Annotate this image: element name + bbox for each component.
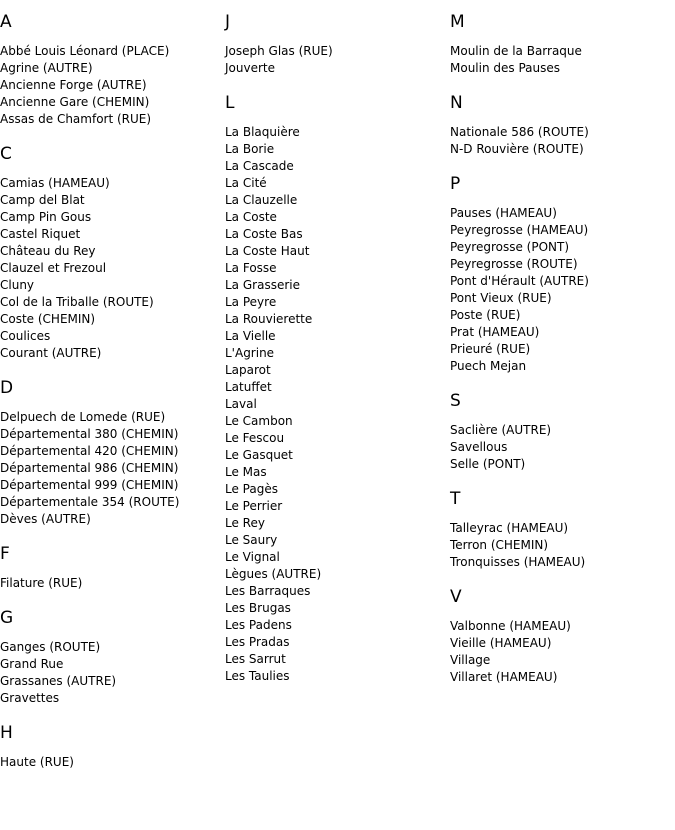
street-item: Cluny [0, 278, 35, 292]
letter-heading: G [0, 608, 14, 628]
street-list [450, 411, 675, 477]
street-item: N-D Rouvière (ROUTE) [450, 142, 584, 156]
letter-heading: V [450, 587, 462, 607]
letter-section [0, 532, 225, 596]
letter-heading: D [0, 378, 14, 398]
letter-section [450, 162, 675, 379]
street-item: Tronquisses (HAMEAU) [450, 555, 586, 569]
letter-section [450, 477, 675, 575]
letter-heading: J [225, 12, 231, 32]
street-item: Latuffet [225, 380, 272, 394]
street-item: Ganges (ROUTE) [0, 640, 101, 654]
street-item: Grassanes (AUTRE) [0, 674, 117, 688]
letter-section [225, 0, 450, 81]
street-item: Peyregrosse (ROUTE) [450, 257, 578, 271]
street-item: Savellous [450, 440, 508, 454]
street-item: Pauses (HAMEAU) [450, 206, 557, 220]
street-item: Nationale 586 (ROUTE) [450, 125, 589, 139]
street-item: Courant (AUTRE) [0, 346, 102, 360]
letter-section [225, 81, 450, 689]
letter-section [0, 0, 225, 132]
street-item: Clauzel et Frezoul [0, 261, 107, 275]
letter-section [450, 575, 675, 690]
letter-heading: L [225, 93, 235, 113]
street-item: Camp Pin Gous [0, 210, 92, 224]
street-item: Les Sarrut [225, 652, 286, 666]
street-item: Le Gasquet [225, 448, 293, 462]
street-item: Le Saury [225, 533, 278, 547]
street-item: Le Rey [225, 516, 265, 530]
street-item: Peyregrosse (HAMEAU) [450, 223, 589, 237]
street-item: Joseph Glas (RUE) [225, 44, 333, 58]
street-item: Les Barraques [225, 584, 311, 598]
street-item: Pont Vieux (RUE) [450, 291, 552, 305]
street-item: Assas de Chamfort (RUE) [0, 112, 152, 126]
street-item: Les Pradas [225, 635, 290, 649]
street-list [0, 398, 225, 532]
street-item: Les Brugas [225, 601, 291, 615]
street-item: Départemental 380 (CHEMIN) [0, 427, 179, 441]
street-item: Gravettes [0, 691, 60, 705]
street-item: L'Agrine [225, 346, 275, 360]
street-item: Village [450, 653, 491, 667]
street-item: Abbé Louis Léonard (PLACE) [0, 44, 170, 58]
street-list [0, 628, 225, 711]
street-item: La Peyre [225, 295, 277, 309]
street-item: Ancienne Forge (AUTRE) [0, 78, 147, 92]
street-list [0, 32, 225, 132]
street-list [0, 564, 225, 596]
column-2 [225, 0, 450, 689]
street-item: La Grasserie [225, 278, 300, 292]
letter-section [450, 379, 675, 477]
street-item: Coulices [0, 329, 51, 343]
street-item: Le Perrier [225, 499, 283, 513]
street-item: Talleyrac (HAMEAU) [450, 521, 569, 535]
letter-section [0, 596, 225, 711]
street-item: La Coste [225, 210, 277, 224]
street-item: Col de la Triballe (ROUTE) [0, 295, 154, 309]
street-item: Départementale 354 (ROUTE) [0, 495, 180, 509]
letter-heading: C [0, 144, 12, 164]
street-item: Le Cambon [225, 414, 293, 428]
street-list [450, 32, 675, 81]
street-item: Prat (HAMEAU) [450, 325, 540, 339]
street-item: Le Vignal [225, 550, 280, 564]
letter-heading: N [450, 93, 463, 113]
street-item: Coste (CHEMIN) [0, 312, 96, 326]
street-item: Dèves (AUTRE) [0, 512, 91, 526]
street-item: La Vielle [225, 329, 276, 343]
street-item: La Clauzelle [225, 193, 298, 207]
street-list [450, 607, 675, 690]
street-item: Ancienne Gare (CHEMIN) [0, 95, 150, 109]
street-item: Filature (RUE) [0, 576, 83, 590]
street-list [225, 32, 450, 81]
street-list [0, 164, 225, 366]
street-item: Peyregrosse (PONT) [450, 240, 570, 254]
letter-section [0, 132, 225, 366]
street-item: Haute (RUE) [0, 755, 74, 769]
street-item: Grand Rue [0, 657, 64, 671]
street-list [450, 509, 675, 575]
letter-section [0, 711, 225, 775]
street-item: Camias (HAMEAU) [0, 176, 110, 190]
letter-heading: H [0, 723, 13, 743]
street-item: Laval [225, 397, 257, 411]
column-3 [450, 0, 675, 690]
street-item: Prieuré (RUE) [450, 342, 531, 356]
street-item: La Cité [225, 176, 267, 190]
letter-heading: A [0, 12, 12, 32]
street-item: Castel Riquet [0, 227, 81, 241]
street-item: Delpuech de Lomede (RUE) [0, 410, 166, 424]
street-item: Pont d'Hérault (AUTRE) [450, 274, 589, 288]
letter-section [450, 81, 675, 162]
letter-heading: S [450, 391, 461, 411]
street-item: Terron (CHEMIN) [450, 538, 549, 552]
street-item: La Cascade [225, 159, 294, 173]
street-item: Départemental 986 (CHEMIN) [0, 461, 179, 475]
street-item: Les Taulies [225, 669, 290, 683]
street-item: Camp del Blat [0, 193, 85, 207]
street-item: Agrine (AUTRE) [0, 61, 93, 75]
street-item: Saclière (AUTRE) [450, 423, 552, 437]
street-item: Selle (PONT) [450, 457, 526, 471]
street-item: Puech Mejan [450, 359, 527, 373]
letter-heading: P [450, 174, 461, 194]
street-item: Jouverte [225, 61, 275, 75]
column-1 [0, 0, 225, 775]
street-list [0, 743, 225, 775]
street-item: Départemental 420 (CHEMIN) [0, 444, 179, 458]
street-item: Moulin de la Barraque [450, 44, 582, 58]
street-item: La Rouvierette [225, 312, 313, 326]
letter-section [0, 366, 225, 532]
street-item: La Blaquière [225, 125, 300, 139]
street-item: Laparot [225, 363, 271, 377]
street-item: La Coste Haut [225, 244, 310, 258]
letter-section [450, 0, 675, 81]
street-item: Villaret (HAMEAU) [450, 670, 558, 684]
street-item: La Coste Bas [225, 227, 303, 241]
street-item: Moulin des Pauses [450, 61, 560, 75]
street-item: Le Fescou [225, 431, 285, 445]
street-item: Poste (RUE) [450, 308, 521, 322]
street-item: La Fosse [225, 261, 277, 275]
street-item: Lègues (AUTRE) [225, 567, 322, 581]
street-item: Le Mas [225, 465, 267, 479]
street-item: Le Pagès [225, 482, 278, 496]
letter-heading: M [450, 12, 465, 32]
street-item: Départemental 999 (CHEMIN) [0, 478, 179, 492]
street-list [450, 113, 675, 162]
street-item: Valbonne (HAMEAU) [450, 619, 571, 633]
street-item: La Borie [225, 142, 275, 156]
letter-heading: F [0, 544, 10, 564]
street-item: Château du Rey [0, 244, 96, 258]
street-list [450, 194, 675, 379]
street-list [225, 113, 450, 689]
street-item: Vieille (HAMEAU) [450, 636, 552, 650]
street-item: Les Padens [225, 618, 292, 632]
letter-heading: T [450, 489, 461, 509]
